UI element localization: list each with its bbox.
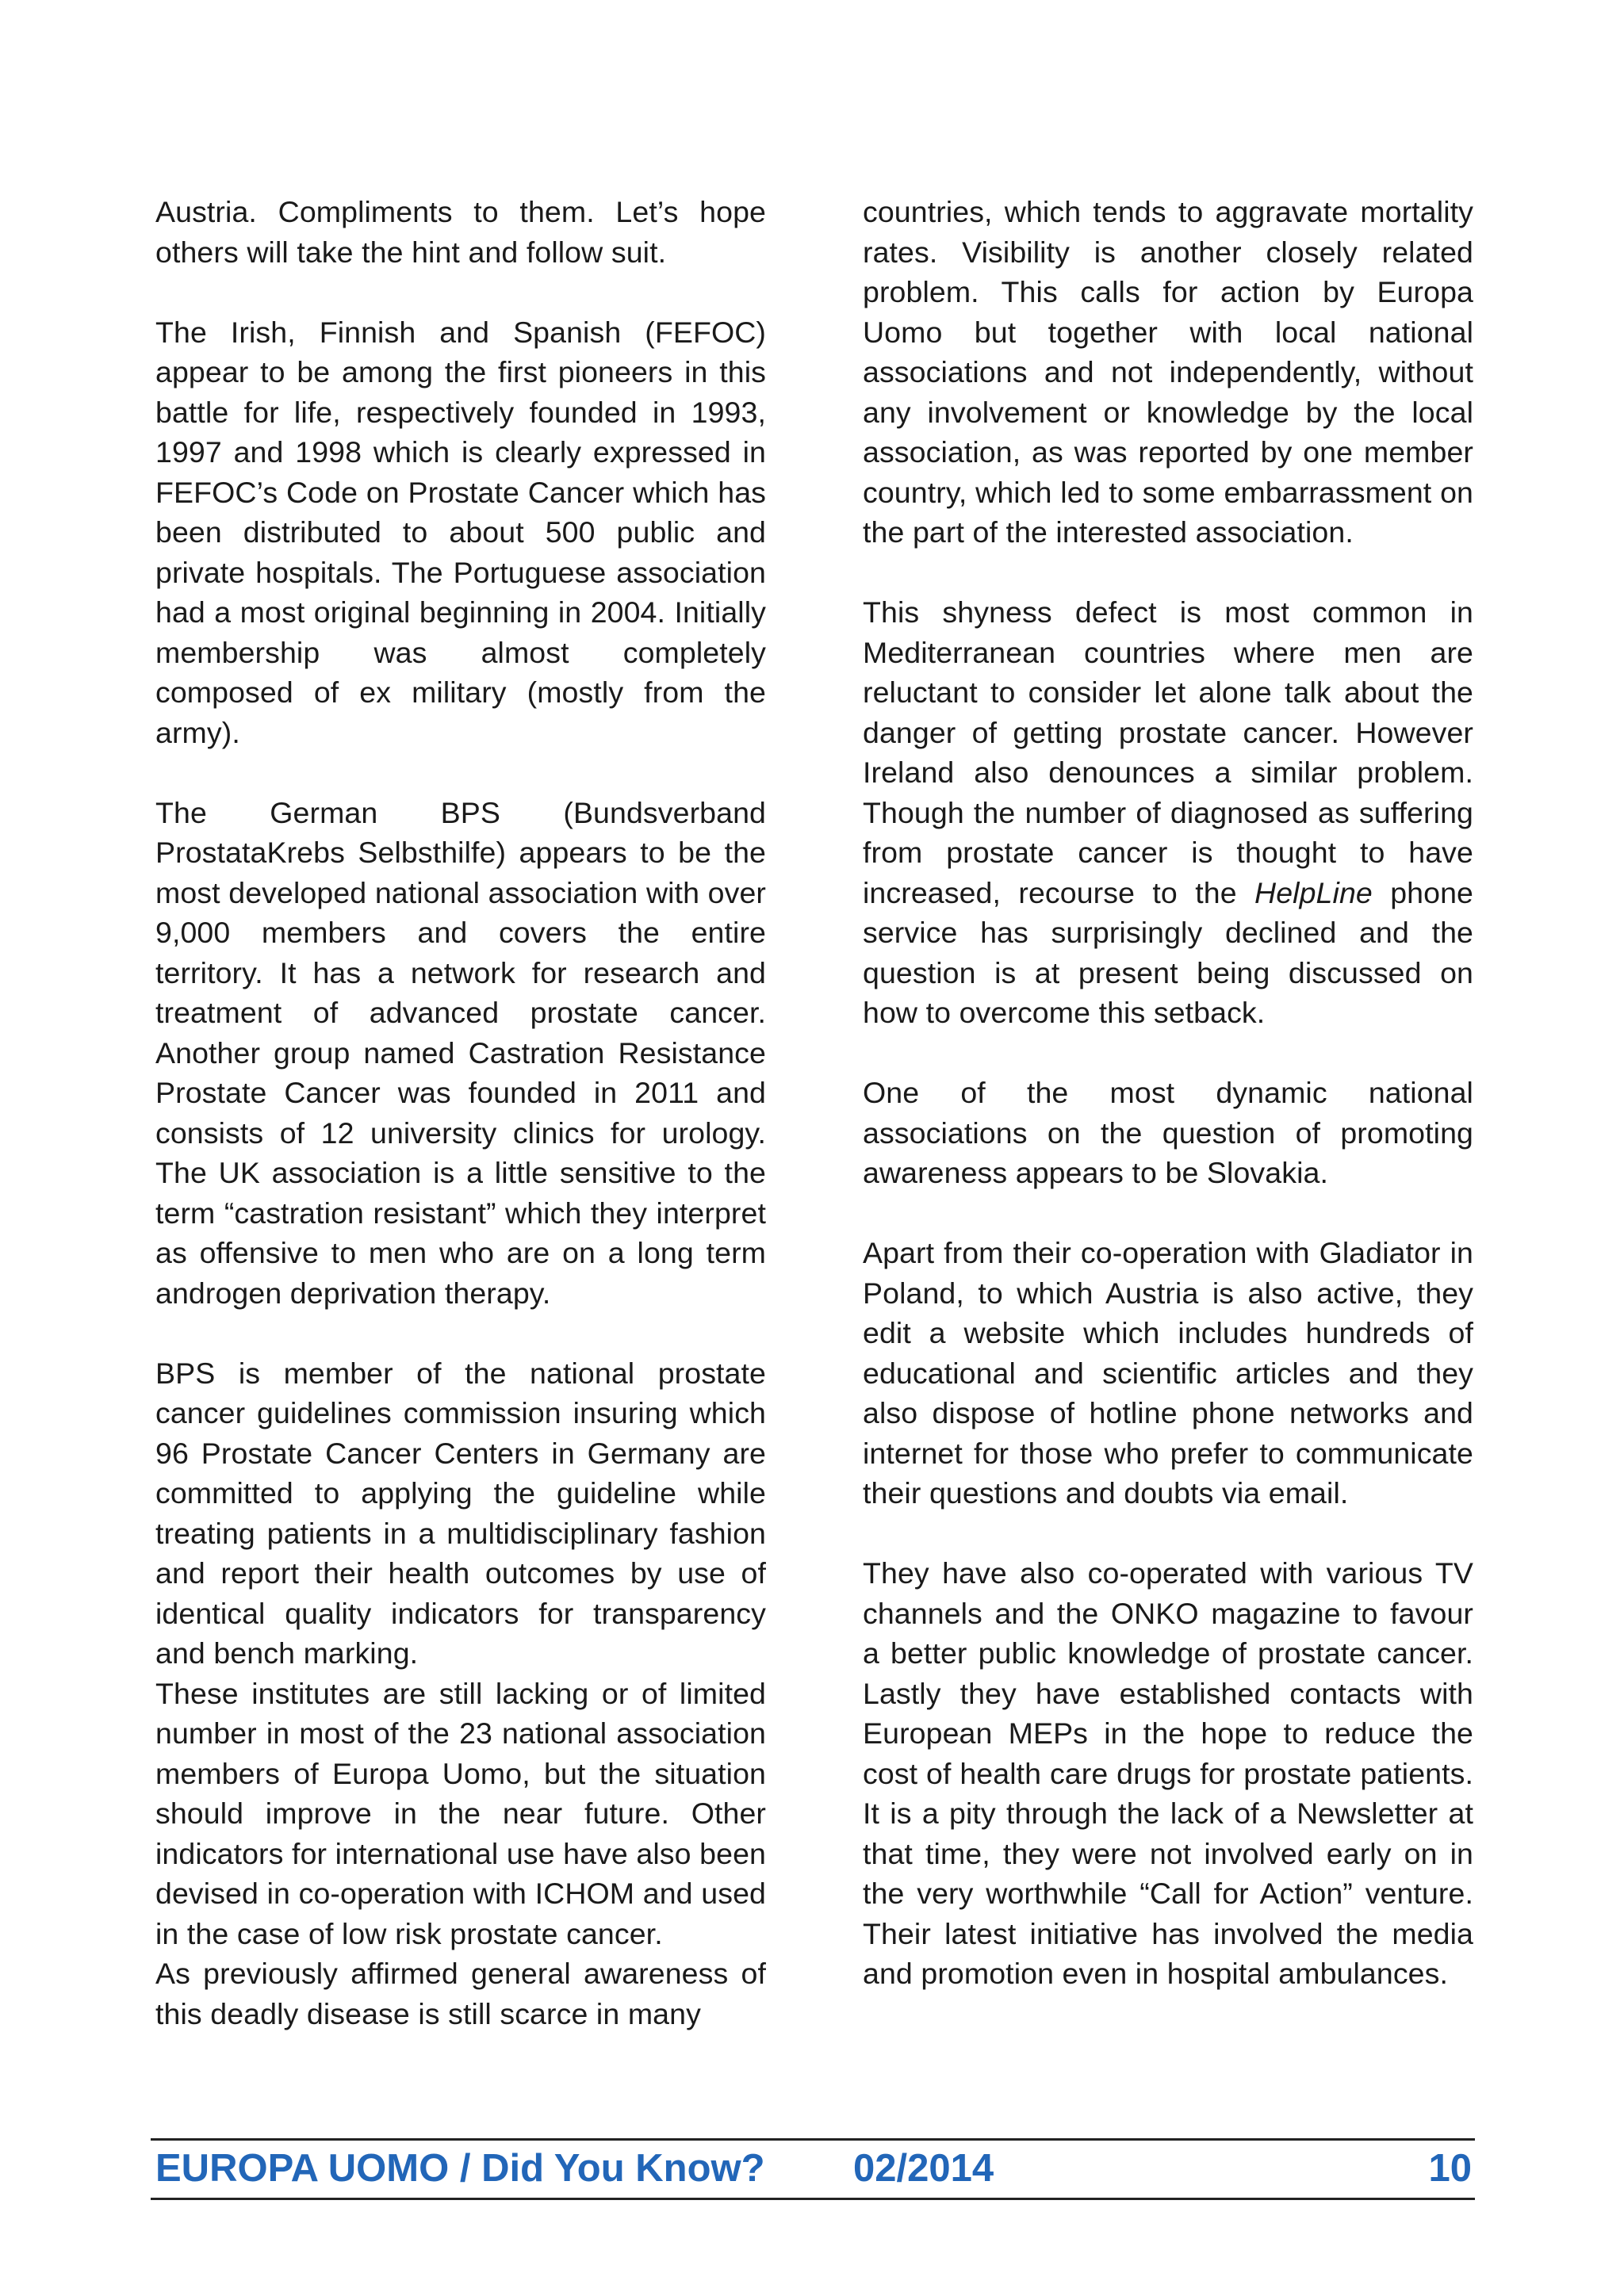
- footer-page-number: 10: [1428, 2147, 1472, 2190]
- paragraph-pioneers: The Irish, Finnish and Spanish (FEFOC) appear to be among the first pioneers in this battle for life, respectively founded in 1993, 1997 and 1998 which is clearly expressed in FEFOC’s Code on Prostate Cancer which has been distributed to about 500 public and private hospitals. The Portuguese association had a most original beginning in 2004. Initially membership was almost completely composed of ex military (mostly from the army).: [155, 315, 766, 749]
- paragraph-slovakia: One of the most dynamic national associations on the question of promoting awareness appears to be Slovakia.: [863, 1076, 1473, 1189]
- page-footer: [155, 2142, 1472, 2195]
- paragraph-austria: Austria. Compliments to them. Let’s hope others will take the hint and follow suit.: [155, 195, 766, 269]
- paragraph-gladiator: Apart from their co-operation with Gladiator in Poland, to which Austria is also active, they edit a website which includes hundreds of educational and scientific articles and they also dispose of hotline phone networks and internet for those who prefer to communicate their questions and doubts via email.: [863, 1236, 1473, 1510]
- paragraph-institutes: These institutes are still lacking or of limited number in most of the 23 national association members of Europa Uomo, but the situation should improve in the near future. Other indicators for international use have also been devised in co-operation with ICHOM and used in the case of low risk prostate cancer.: [155, 1676, 766, 1950]
- helpline-tail: phone service has surprisingly declined and the question is at present being discussed on how to overcome this setback.: [863, 875, 1473, 1029]
- paragraph-visibility: countries, which tends to aggravate mortality rates. Visibility is another closely related problem. This calls for action by Europa Uomo but together with local national associations and not independently, without any involvement or knowledge by the local association, as was reported by one member country, which led to some embarrassment on the part of the interested association.: [863, 195, 1473, 549]
- left-column: [155, 192, 766, 2034]
- footer-issue-date: 02/2014: [853, 2147, 994, 2190]
- footer-top-rule: [151, 2138, 1475, 2141]
- right-column: [863, 192, 1473, 1994]
- footer-publication-title: EUROPA UOMO / Did You Know?: [155, 2147, 765, 2190]
- paragraph-guidelines: BPS is member of the national prostate cancer guidelines commission insuring which 96 Prostate Cancer Centers in Germany are committed to applying the guideline while treating patients in a multidisciplinary fashion and report their health outcomes by use of identical quality indicators for transparency and bench marking.: [155, 1356, 766, 1670]
- footer-bottom-rule: [151, 2198, 1475, 2200]
- paragraph-tv-channels: They have also co-operated with various TV channels and the ONKO magazine to favour a better public knowledge of prostate cancer. Lastly they have established contacts with European MEPs in the hope to reduce the cost of health care drugs for prostate patients. It is a pity through the lack of a Newsletter at that time, they were not involved early on in the very worthwhile “Call for Action” venture. Their latest initiative has involved the media and promotion even in hospital ambulances.: [863, 1556, 1473, 1990]
- shyness-text: This shyness defect is most common in Mediterranean countries where men are reluctant to consider let alone talk about the danger of getting prostate cancer. However Ireland also denounces a similar problem. Though the number of diagnosed as suffering from prostate cancer is thought to have increased, recourse to the: [863, 595, 1473, 909]
- paragraph-shyness: [863, 592, 1473, 1033]
- paragraph-german-bps: The German BPS (Bundsverband ProstataKrebs Selbsthilfe) appears to be the most developed national association with over 9,000 members and covers the entire territory. It has a network for research and treatment of advanced prostate cancer. Another group named Castration Resistance Prostate Cancer was founded in 2011 and consists of 12 university clinics for urology. The UK association is a little sensitive to the term “castration resistant” which they interpret as offensive to men who are on a long term androgen deprivation therapy.: [155, 795, 766, 1310]
- helpline-term: HelpLine: [1254, 875, 1373, 909]
- paragraph-awareness: As previously affirmed general awareness of this deadly disease is still scarce in many: [155, 1957, 766, 2030]
